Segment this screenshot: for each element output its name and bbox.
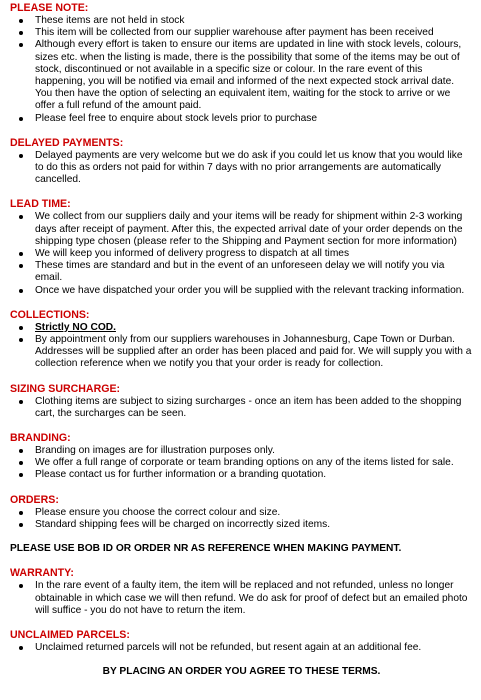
lead-time-list: [10, 211, 473, 296]
list-item: By appointment only from our suppliers warehouses in Johannesburg, Cape Town or Durban. Addresses will be supplied after an order has been placed and paid for. We will supply you with a collection reference when we notify you that your order is ready for collection.: [35, 334, 472, 370]
list-item: Unclaimed returned parcels will not be refunded, but resent again at an additional fee.: [35, 642, 473, 654]
spacer: [10, 186, 473, 198]
collections-section: [10, 309, 473, 371]
list-item: This item will be collected from our supplier warehouse after payment has been received: [35, 27, 473, 39]
spacer: [10, 555, 473, 567]
orders-section: [10, 494, 473, 531]
list-item: These items are not held in stock: [35, 15, 473, 27]
strictly-no-cod-text: Strictly NO COD.: [35, 321, 116, 333]
collections-list: [10, 322, 473, 371]
spacer: [10, 531, 473, 543]
lead-time-heading: LEAD TIME:: [10, 198, 71, 211]
spacer: [10, 420, 473, 432]
list-item: We offer a full range of corporate or team branding options on any of the items listed for sale.: [35, 457, 473, 469]
list-item: Clothing items are subject to sizing surcharges - once an item has been added to the shopping cart, the surcharges can be seen.: [35, 396, 473, 420]
please-note-section: [10, 2, 473, 125]
list-item: Please ensure you choose the correct colour and size.: [35, 507, 473, 519]
spacer: [10, 654, 473, 666]
delayed-payments-heading: DELAYED PAYMENTS:: [10, 136, 124, 149]
list-item: Delayed payments are very welcome but we do ask if you could let us know that you would like to do this as orders not paid for within 7 days with no prior arrangements are automatically cancelled.: [35, 150, 473, 187]
warranty-heading: WARRANTY:: [10, 567, 74, 580]
spacer: [10, 125, 473, 137]
list-item: Although every effort is taken to ensure our items are updated in line with stock levels, colours, sizes etc. when the listing is made, there is the possibility that some of the items may be out of stock, discontinued or not available in a specific size or colour. In the rare event of this happening, you will be notified via email and informed of the next expected stock arrival date. You then have the option of selecting an equivalent item, waiting for the stock to arrive or we offer a full refund of the amount paid.: [35, 39, 473, 112]
unclaimed-parcels-list: [10, 642, 473, 654]
branding-list: [10, 445, 473, 482]
delayed-payments-section: [10, 137, 473, 187]
list-item: Please contact us for further information or a branding quotation.: [35, 469, 473, 481]
spacer: [10, 371, 473, 383]
list-item: [35, 322, 473, 334]
branding-heading: BRANDING:: [10, 432, 71, 445]
list-item: We will keep you informed of delivery progress to dispatch at all times: [35, 248, 473, 260]
spacer: [10, 617, 473, 629]
unclaimed-parcels-heading: UNCLAIMED PARCELS:: [10, 628, 130, 641]
lead-time-section: [10, 198, 473, 296]
sizing-surcharge-section: [10, 383, 473, 420]
list-item: In the rare event of a faulty item, the item will be replaced and not refunded, unless no longer obtainable in which case we will then refund. We do ask for proof of defect but an emailed photo will suffice - you do not have to return the item.: [35, 580, 473, 617]
list-item: We collect from our suppliers daily and your items will be ready for shipment within 2-3 working days after receipt of payment. After this, the expected arrival date of your order depends on the shipping type chosen (please refer to the Shipping and Payment section for more information): [35, 211, 473, 248]
collections-heading: COLLECTIONS:: [10, 308, 90, 321]
orders-list: [10, 507, 473, 531]
please-note-list: [10, 15, 473, 125]
spacer: [10, 297, 473, 309]
spacer: [10, 482, 473, 494]
list-item: Once we have dispatched your order you will be supplied with the relevant tracking information.: [35, 285, 473, 297]
unclaimed-parcels-section: [10, 629, 473, 654]
terms-agreement-footer: BY PLACING AN ORDER YOU AGREE TO THESE TERMS.: [102, 666, 381, 678]
warranty-list: [10, 580, 473, 617]
list-item: These times are standard and but in the event of an unforeseen delay we will notify you via email.: [35, 260, 473, 284]
warranty-section: [10, 567, 473, 617]
delayed-payments-list: [10, 150, 473, 187]
please-note-heading: PLEASE NOTE:: [10, 2, 89, 14]
list-item: Please feel free to enquire about stock levels prior to purchase: [35, 113, 473, 125]
payment-reference-notice: PLEASE USE BOB ID OR ORDER NR AS REFERENCE WHEN MAKING PAYMENT.: [10, 543, 402, 555]
list-item: Branding on images are for illustration purposes only.: [35, 445, 473, 457]
sizing-surcharge-heading: SIZING SURCHARGE:: [10, 382, 121, 395]
branding-section: [10, 432, 473, 482]
list-item: Standard shipping fees will be charged on incorrectly sized items.: [35, 519, 473, 531]
sizing-surcharge-list: [10, 396, 473, 420]
orders-heading: ORDERS:: [10, 493, 59, 506]
